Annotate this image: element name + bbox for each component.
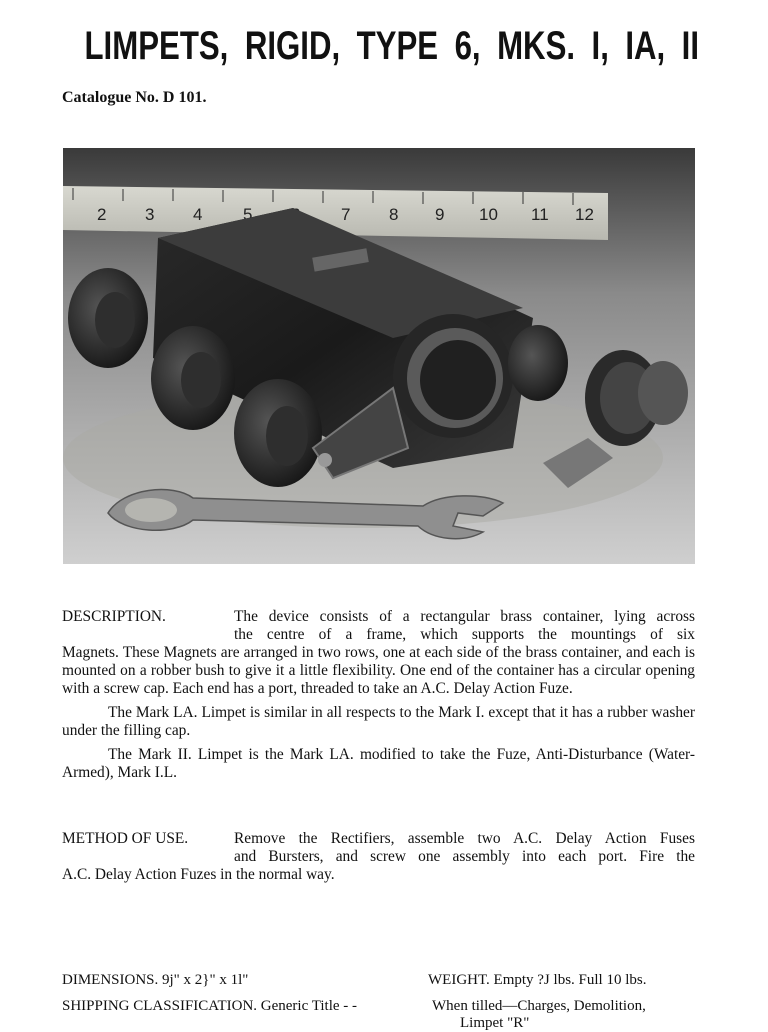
method-section <box>62 830 695 884</box>
ruler-number: 3 <box>145 205 155 224</box>
description-line-2: the centre of a frame, which supports the mountings of six <box>234 626 695 643</box>
ruler-number: 4 <box>193 205 203 224</box>
filled-classification: When tilled—Charges, Demolition, <box>432 998 646 1014</box>
description-text: Magnets. These Magnets are arranged in two rows, one at each side of the brass container, and each is mounted on a robber bush to give it a little flexibility. One end of the container has a circular opening with a screw cap. Each end has a port, threaded to take an A.C. Delay Action Fuze. <box>62 644 695 697</box>
ruler-number: 12 <box>575 205 594 224</box>
description-line-1: The device consists of a rectangular brass container, lying across <box>234 608 695 625</box>
ruler-number: 2 <box>97 205 107 224</box>
description-mark-ii: The Mark II. Limpet is the Mark LA. modified to take the Fuze, Anti-Disturbance (Water-Armed), Mark I.L. <box>62 746 695 781</box>
description-label: DESCRIPTION. <box>62 608 166 625</box>
ruler-number: 7 <box>341 205 351 224</box>
method-line-2: and Bursters, and screw one assembly into each port. Fire the <box>234 848 695 865</box>
ruler-number: 5 <box>243 205 253 224</box>
description-section <box>62 608 695 782</box>
limpet-classification: Limpet "R" <box>460 1015 530 1031</box>
dimensions: DIMENSIONS. 9j" x 2}" x 1l" <box>62 972 249 988</box>
description-mark-la: The Mark LA. Limpet is similar in all respects to the Mark I. except that it has a rubber washer under the filling cap. <box>62 704 695 739</box>
limpet-photo-illustration <box>63 148 695 564</box>
method-text: A.C. Delay Action Fuzes in the normal way. <box>62 866 335 883</box>
ruler-number: 11 <box>531 205 549 224</box>
limpet-photograph <box>63 148 695 564</box>
method-line-1: Remove the Rectifiers, assemble two A.C. Delay Action Fuses <box>234 830 695 847</box>
catalogue-number: Catalogue No. D 101. <box>62 89 207 106</box>
ruler-number: 9 <box>435 205 445 224</box>
weight: WEIGHT. Empty ?J lbs. Full 10 lbs. <box>428 972 647 988</box>
ruler-number: 8 <box>389 205 399 224</box>
method-label: METHOD OF USE. <box>62 830 189 847</box>
page-title: LIMPETS, RIGID, TYPE 6, MKS. I, IA, II <box>84 24 700 68</box>
ruler-number: 10 <box>479 205 498 224</box>
shipping-classification: SHIPPING CLASSIFICATION. Generic Title - - <box>62 998 358 1014</box>
